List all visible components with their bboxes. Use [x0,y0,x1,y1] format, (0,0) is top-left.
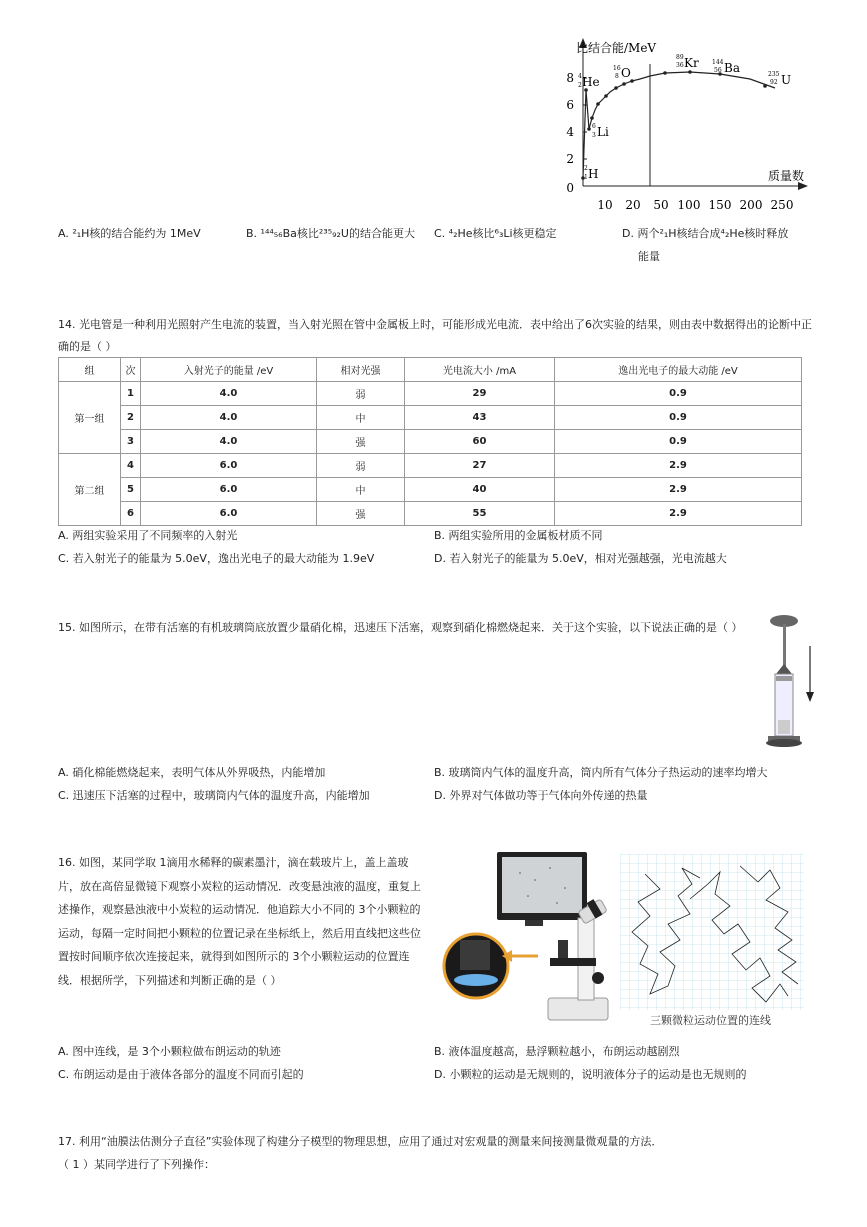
table-row: 第一组 1 4.0 弱 29 0.9 [59,382,802,406]
label-o [613,65,631,80]
header-current: 光电流大小 /mA [405,358,555,382]
q15-stem: 15. 如图所示，在带有活塞的有机玻璃筒底放置少量硝化棉，迅速压下活塞，观察到硝化棉燃烧起来．关于这个实验，以下说法正确的是（ ） [58,621,743,634]
header-trial: 次 [121,358,141,382]
svg-text:144: 144 [712,59,724,66]
q15-option-d[interactable]: D. 外界对气体做功等于气体向外传递的热量 [434,789,648,802]
label-he [578,73,600,89]
q13-option-d[interactable]: D. 两个²₁H核结合成⁴₂He核时释放 [622,227,789,240]
label-u [768,71,791,87]
y-tick-8: 8 [566,71,574,85]
q14-option-b[interactable]: B. 两组实验所用的金属板材质不同 [434,529,603,542]
svg-text:Kr: Kr [684,56,699,70]
group-1-cell: 第一组 [59,382,121,454]
x-tick-100: 100 [677,198,701,212]
svg-text:4: 4 [578,73,582,80]
particle-trajectory-plot [620,854,804,1010]
q14-table [58,357,802,526]
svg-text:O: O [621,66,631,80]
piston-cylinder-illustration [760,612,820,752]
y-tick-4: 4 [566,125,574,139]
q14-option-a[interactable]: A. 两组实验采用了不同频率的入射光 [58,529,238,542]
label-ba [712,59,740,75]
q15-option-c[interactable]: C. 迅速压下活塞的过程中，玻璃筒内气体的温度升高，内能增加 [58,789,370,802]
header-energy: 入射光子的能量 /eV [141,358,317,382]
svg-text:36: 36 [676,62,684,69]
label-li [592,123,609,139]
x-axis-arrow [798,182,808,190]
x-tick-50: 50 [653,198,669,212]
svg-text:H: H [588,167,599,181]
q15-option-b[interactable]: B. 玻璃筒内气体的温度升高，筒内所有气体分子热运动的速率均增大 [434,766,768,779]
q15-option-a[interactable]: A. 硝化棉能燃烧起来，表明气体从外界吸热，内能增加 [58,766,326,779]
x-axis-label: 质量数 [768,169,805,183]
svg-text:8: 8 [615,73,619,80]
svg-text:3: 3 [592,132,596,139]
y-tick-0: 0 [566,181,574,195]
svg-text:1: 1 [584,174,588,181]
q13-option-c[interactable]: C. ⁴₂He核比⁶₃Li核更稳定 [434,227,557,240]
q16-option-a[interactable]: A. 图中连线，是 3个小颗粒做布朗运动的轨迹 [58,1045,281,1058]
q16-option-d[interactable]: D. 小颗粒的运动是无规则的，说明液体分子的运动是也无规则的 [434,1068,747,1081]
binding-energy-curve [583,72,775,178]
svg-text:2: 2 [584,165,588,172]
svg-text:16: 16 [613,65,621,72]
q13-option-b[interactable]: B. ¹⁴⁴₅₆Ba核比²³⁵₉₂U的结合能更大 [246,227,415,240]
label-h [584,165,598,181]
microscope-illustration [440,848,612,1028]
x-tick-150: 150 [708,198,732,212]
header-group: 组 [59,358,121,382]
q13-option-d-cont: 能量 [638,250,660,263]
group-2-cell: 第二组 [59,454,121,526]
q13-option-a[interactable]: A. ²₁H核的结合能约为 1MeV [58,227,201,240]
svg-text:Ba: Ba [724,61,740,75]
q14-option-d[interactable]: D. 若入射光子的能量为 5.0eV，相对光强越强，光电流越大 [434,552,727,565]
q16-option-b[interactable]: B. 液体温度越高，悬浮颗粒越小，布朗运动越剧烈 [434,1045,680,1058]
x-tick-10: 10 [597,198,613,212]
svg-text:He: He [582,75,600,89]
trajectory-caption: 三颗微粒运动位置的连线 [650,1014,771,1027]
label-kr [676,54,699,70]
svg-text:92: 92 [770,79,778,86]
q14-option-c[interactable]: C. 若入射光子的能量为 5.0eV，逸出光电子的最大动能为 1.9eV [58,552,375,565]
x-tick-250: 250 [770,198,794,212]
svg-text:Li: Li [597,125,609,139]
table-row: 2 4.0 中 43 0.9 [59,406,802,430]
y-tick-2: 2 [566,152,574,166]
q17-stem: 17. 利用“油膜法估测分子直径”实验体现了构建分子模型的物理思想，应用了通过对宏观量的测量来间接测量微观量的方法． [58,1135,663,1148]
table-row: 5 6.0 中 40 2.9 [59,478,802,502]
header-intensity: 相对光强 [317,358,405,382]
x-tick-200: 200 [739,198,763,212]
header-kinetic: 逸出光电子的最大动能 /eV [555,358,802,382]
svg-text:89: 89 [676,54,684,61]
svg-text:235: 235 [768,71,780,78]
q17-sub1: （ 1 ）某同学进行了下列操作： [58,1158,215,1171]
svg-text:2: 2 [578,82,582,89]
q16-stem: 16. 如图，某同学取 1滴用水稀释的碳素墨汁，滴在载玻片上，盖上盖玻片，放在高倍显微镜下观察小炭粒的运动情况．改变悬浊液的温度，重复上述操作，观察悬浊液中小炭粒的运动情况．他追踪大小不同的 3个小颗粒的运动，每隔一定时间把小颗粒的位置记录在坐标纸上，然后用直线把这些位置按时间顺序依次连接起来，就得到如图所示的 3个小颗粒运动的位置连线．根据所学，下列描述和判断正确的是（ ） [58,856,421,987]
binding-energy-chart [540,34,815,214]
table-row: 第二组 4 6.0 弱 27 2.9 [59,454,802,478]
table-row: 6 6.0 强 55 2.9 [59,502,802,526]
svg-text:U: U [781,73,792,87]
table-row: 3 4.0 强 60 0.9 [59,430,802,454]
svg-text:56: 56 [714,67,722,74]
x-tick-20: 20 [625,198,641,212]
q14-stem: 14. 光电管是一种利用光照射产生电流的装置，当入射光照在管中金属板上时，可能形成光电流．表中给出了6次实验的结果，则由表中数据得出的论断中正确的是（ ） [58,318,812,353]
q16-option-c[interactable]: C. 布朗运动是由于液体各部分的温度不同而引起的 [58,1068,304,1081]
svg-text:6: 6 [592,123,596,130]
table-header-row [59,358,802,382]
y-axis-label: 比结合能/MeV [576,41,657,55]
y-tick-6: 6 [566,98,574,112]
